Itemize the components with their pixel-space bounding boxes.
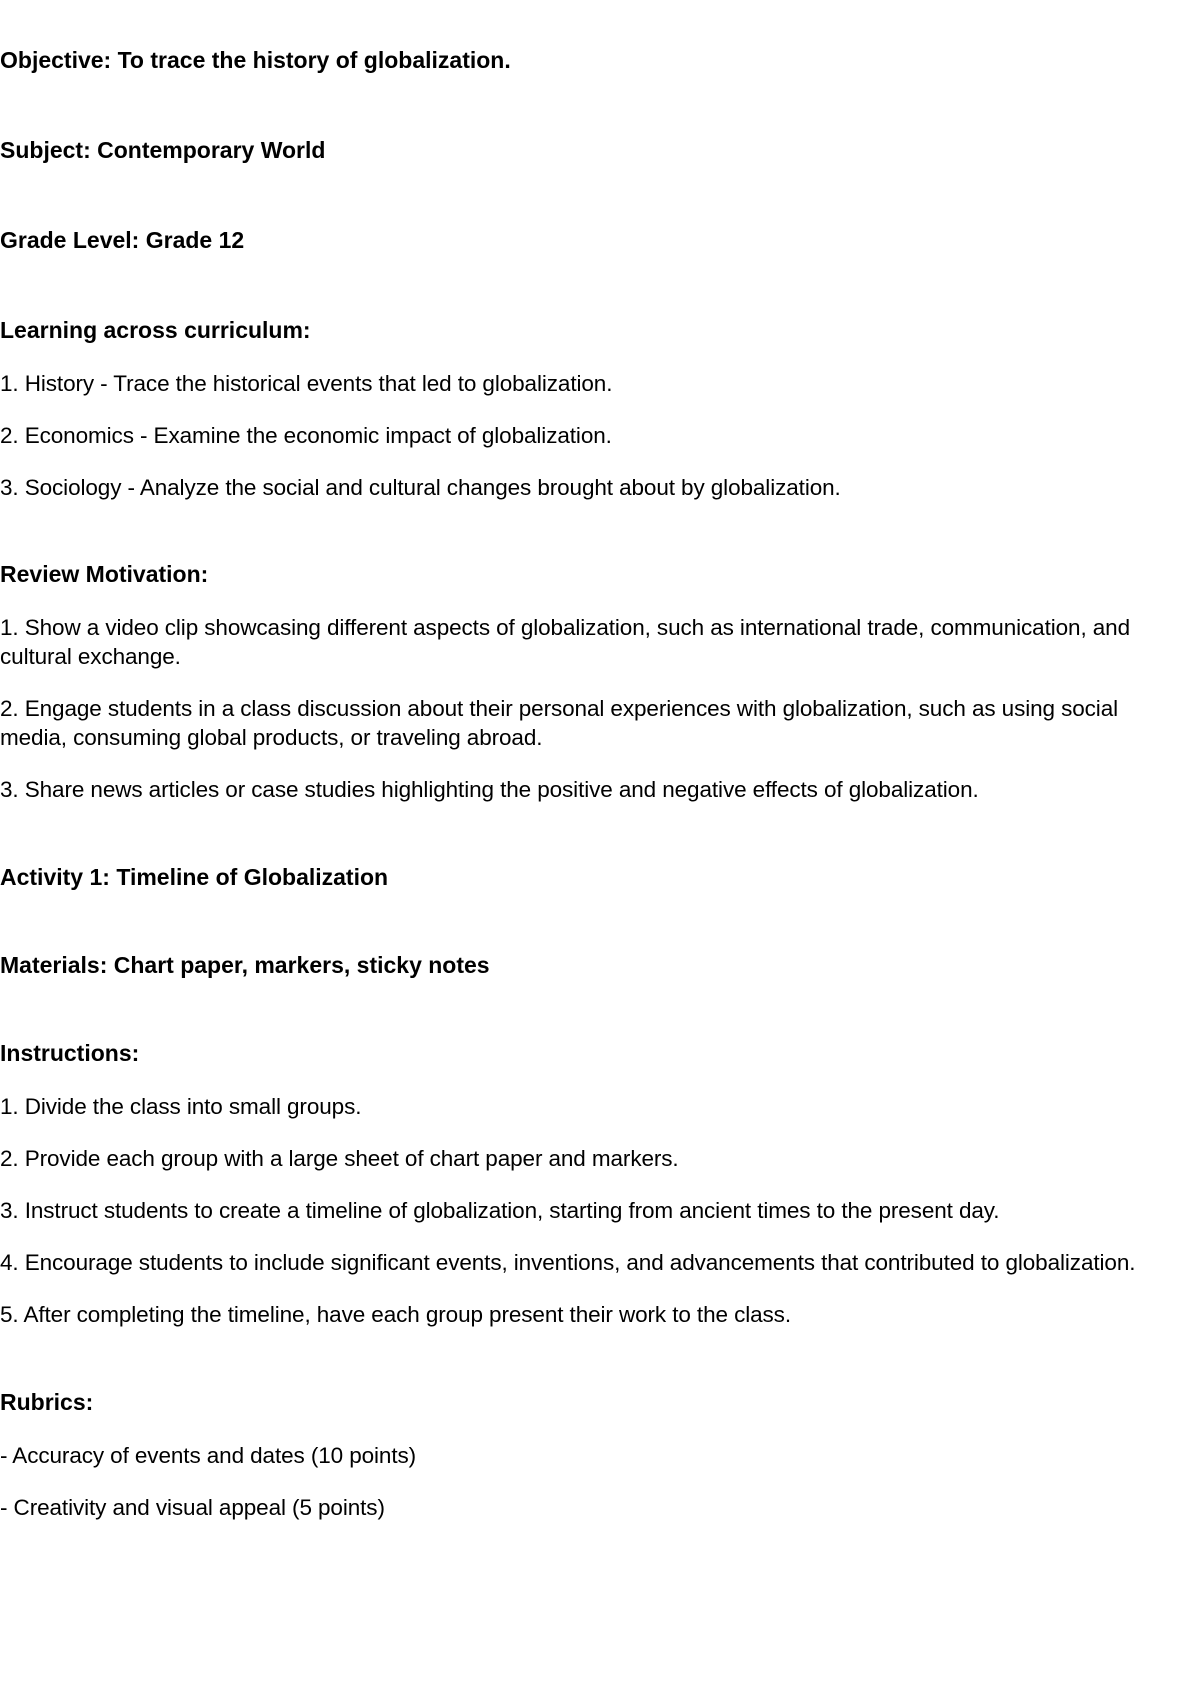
learning-heading: Learning across curriculum: <box>0 317 311 343</box>
rubrics-heading: Rubrics: <box>0 1389 94 1415</box>
learning-item: 1. History - Trace the historical events that led to globalization. <box>0 371 613 396</box>
activity-title: Activity 1: Timeline of Globalization <box>0 864 389 890</box>
instruction-item: 3. Instruct students to create a timeline of globalization, starting from ancient times to the present day. <box>0 1198 1000 1223</box>
subject-heading: Subject: Contemporary World <box>0 137 326 163</box>
learning-item: 2. Economics - Examine the economic impact of globalization. <box>0 423 612 448</box>
instruction-item: 4. Encourage students to include significant events, inventions, and advancements that contributed to globalization. <box>0 1250 1136 1275</box>
objective-heading: Objective: To trace the history of globalization. <box>0 47 511 73</box>
learning-item: 3. Sociology - Analyze the social and cultural changes brought about by globalization. <box>0 475 841 500</box>
instructions-heading: Instructions: <box>0 1040 140 1066</box>
review-item: 1. Show a video clip showcasing different aspects of globalization, such as international trade, communication, and cultural exchange. <box>0 615 1131 669</box>
review-heading: Review Motivation: <box>0 561 209 587</box>
instruction-item: 1. Divide the class into small groups. <box>0 1094 362 1119</box>
review-item: 2. Engage students in a class discussion about their personal experiences with globalization, such as using social media, consuming global products, or traveling abroad. <box>0 696 1119 750</box>
materials-heading: Materials: Chart paper, markers, sticky notes <box>0 952 490 978</box>
review-item: 3. Share news articles or case studies highlighting the positive and negative effects of globalization. <box>0 777 979 802</box>
instruction-item: 2. Provide each group with a large sheet of chart paper and markers. <box>0 1146 679 1171</box>
grade-level-heading: Grade Level: Grade 12 <box>0 227 245 253</box>
instruction-item: 5. After completing the timeline, have each group present their work to the class. <box>0 1302 791 1327</box>
rubric-item: - Creativity and visual appeal (5 points) <box>0 1495 385 1520</box>
rubric-item: - Accuracy of events and dates (10 points) <box>0 1443 417 1468</box>
